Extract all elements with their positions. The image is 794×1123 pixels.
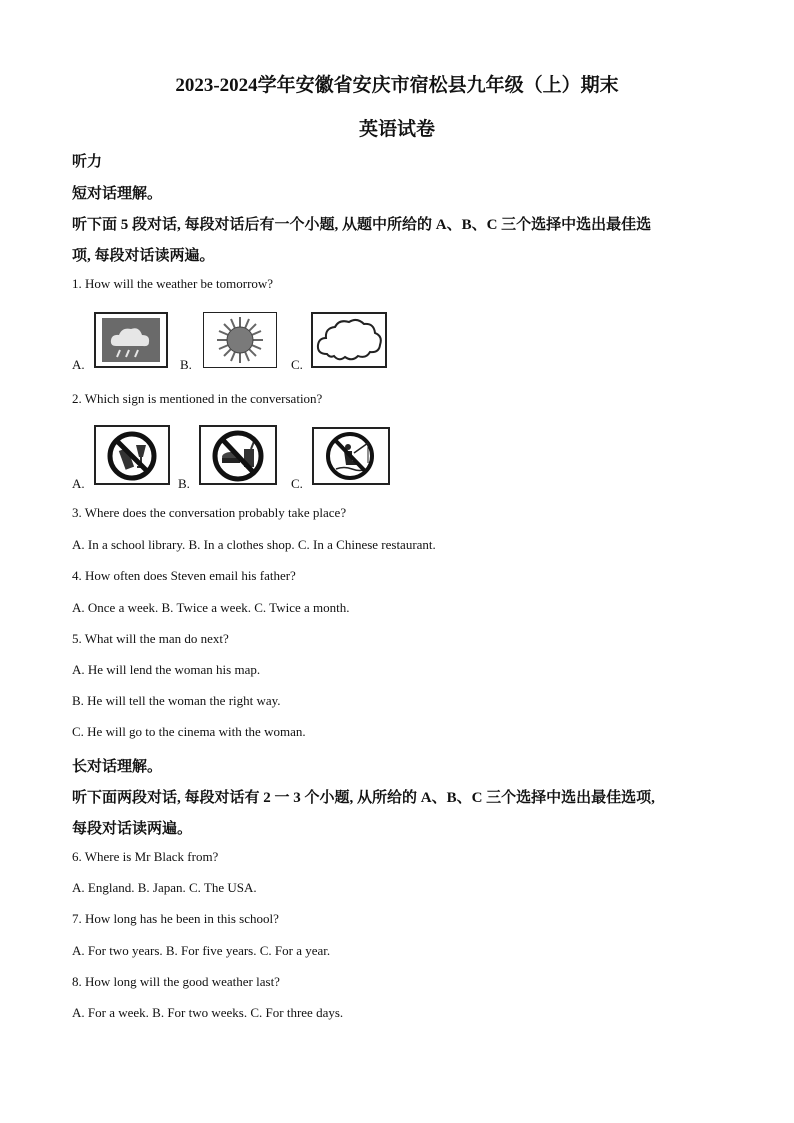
part1-heading: 短对话理解。 [72,186,163,202]
question-4-options: A. Once a week. B. Twice a week. C. Twice a month. [72,600,350,615]
part2-instruction-1: 听下面两段对话, 每段对话有 2 一 3 个小题, 从所给的 A、B、C 三个选择中选出最佳选项, [72,790,655,806]
part1-instruction-1: 听下面 5 段对话, 每段对话后有一个小题, 从题中所给的 A、B、C 三个选择中选出最佳选 [72,217,652,233]
no-fishing-sign-icon [312,427,390,485]
q1-label-c: C. [291,357,303,372]
question-5-option-c: C. He will go to the cinema with the woman. [72,724,306,739]
q2-label-c: C. [291,476,303,491]
question-3: 3. Where does the conversation probably take place? [72,505,347,520]
question-1: 1. How will the weather be tomorrow? [72,276,274,291]
question-8-options: A. For a week. B. For two weeks. C. For three days. [72,1005,344,1020]
question-4: 4. How often does Steven email his father? [72,568,296,583]
question-6: 6. Where is Mr Black from? [72,849,219,864]
question-2: 2. Which sign is mentioned in the conversation? [72,391,323,406]
q2-label-b: B. [178,476,190,491]
section-listening: 听力 [72,154,103,170]
q1-label-a: A. [72,357,85,372]
question-3-options: A. In a school library. B. In a clothes shop. C. In a Chinese restaurant. [72,537,436,552]
page-subtitle: 英语试卷 [358,119,435,140]
no-food-sign-icon [199,425,277,485]
rain-cloud-icon [94,312,168,368]
q1-label-b: B. [180,357,192,372]
question-5-option-a: A. He will lend the woman his map. [72,662,261,677]
question-8: 8. How long will the good weather last? [72,974,280,989]
no-drinking-sign-icon [94,425,170,485]
page-title: 2023-2024学年安徽省安庆市宿松县九年级（上）期末 [175,75,619,96]
part1-instruction-2: 项, 每段对话读两遍。 [72,248,215,264]
part2-instruction-2: 每段对话读两遍。 [72,821,193,837]
question-5: 5. What will the man do next? [72,631,229,646]
question-6-options: A. England. B. Japan. C. The USA. [72,880,257,895]
question-7-options: A. For two years. B. For five years. C. For a year. [72,943,331,958]
question-7: 7. How long has he been in this school? [72,911,279,926]
question-5-option-b: B. He will tell the woman the right way. [72,693,281,708]
sun-icon [203,312,277,368]
cloud-icon [311,312,387,368]
part2-heading: 长对话理解。 [72,759,163,775]
q2-label-a: A. [72,476,85,491]
